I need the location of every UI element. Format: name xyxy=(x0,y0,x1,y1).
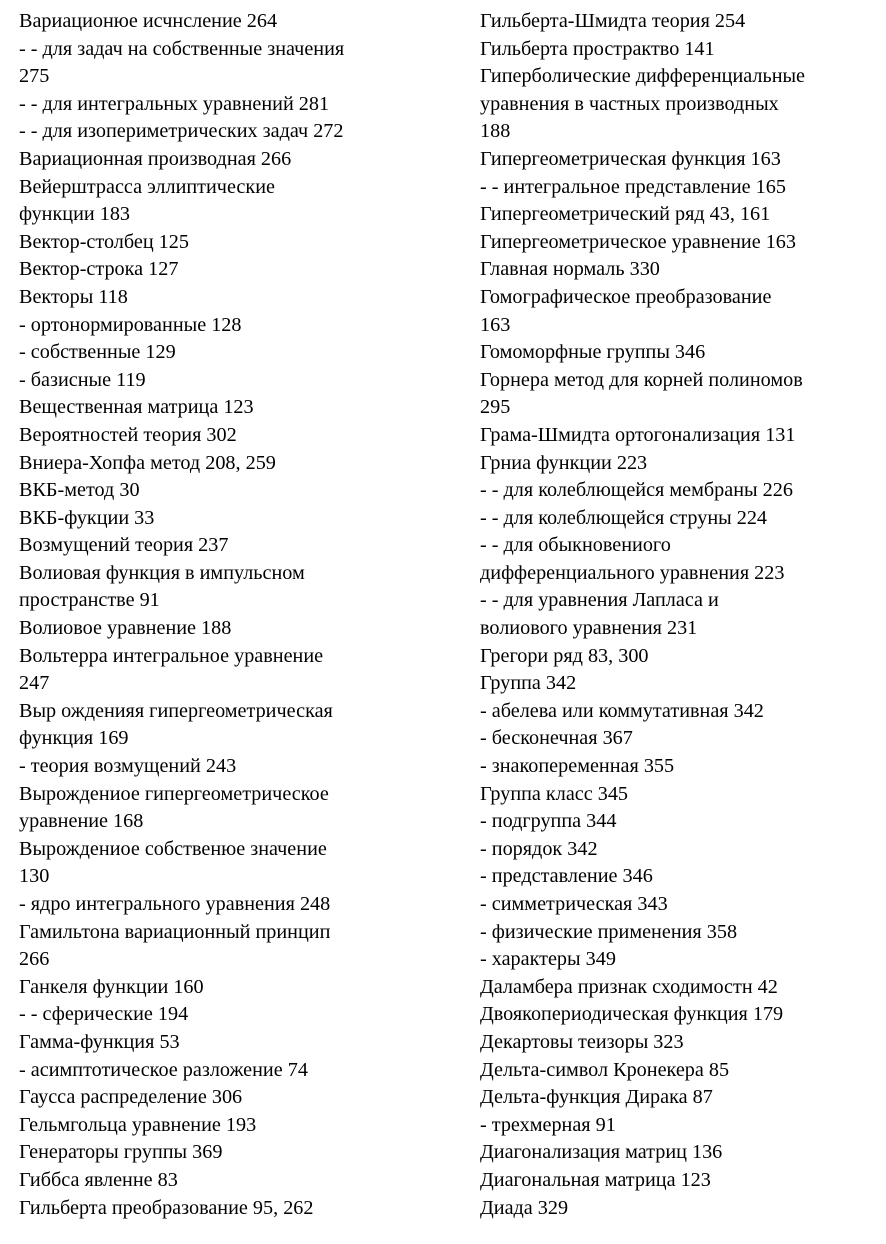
index-entry-line: - асимптотическое разложение 74 xyxy=(19,1058,308,1081)
index-entry-line: Гиббса явленне 83 xyxy=(19,1168,178,1191)
index-entry-line: - представление 346 xyxy=(480,865,653,888)
index-entry-line: - - для колеблющейся струны 224 xyxy=(480,506,768,529)
index-entry-line: функции 183 xyxy=(19,203,131,226)
index-entry-line: Диагональная матрица 123 xyxy=(480,1168,711,1191)
index-entry-line: Вектор-столбец 125 xyxy=(19,230,189,253)
index-entry-line: - - сферические 194 xyxy=(19,1003,189,1026)
index-entry-line: - собственные 129 xyxy=(19,341,176,364)
index-entry-line: - порядок 342 xyxy=(480,837,598,860)
index-entry-line: Вектор-строка 127 xyxy=(19,258,179,281)
index-entry-line: Гиперболические дифференциальные xyxy=(480,65,806,88)
index-entry-line: - - для уравнения Лапласа и xyxy=(480,589,719,612)
index-entry-line: Гаусса распределение 306 xyxy=(19,1086,243,1109)
index-entry-line: Вырождениое собственюе значение xyxy=(19,837,327,860)
index-entry-line: 247 xyxy=(19,672,50,695)
index-entry-line: - абелева или коммутативная 342 xyxy=(480,699,764,722)
index-entry-line: Вещественная матрица 123 xyxy=(19,396,254,419)
index-entry-line: 266 xyxy=(19,948,50,971)
index-entry-line: Горнера метод для корней полиномов xyxy=(480,368,803,391)
index-entry-line: 275 xyxy=(19,65,50,88)
index-entry-line: Дельта-функция Дирака 87 xyxy=(480,1086,713,1109)
index-entry-line: - трехмерная 91 xyxy=(480,1113,616,1136)
index-entry-line: Волиовая функция в импульсном xyxy=(19,561,305,584)
index-entry-line: - знакопеременная 355 xyxy=(480,755,675,778)
index-entry-line: Главная нормаль 330 xyxy=(480,258,660,281)
index-entry-line: 295 xyxy=(480,396,511,419)
index-entry-line: ВКБ-метод 30 xyxy=(19,479,140,502)
index-entry-line: Гомографическое преобразование xyxy=(480,285,772,308)
index-entry-line: Группа класс 345 xyxy=(480,782,629,805)
index-entry-line: Гильберта прострактво 141 xyxy=(480,37,715,60)
index-entry-line: Вариационюе исчнсление 264 xyxy=(19,10,278,32)
index-entry-line: Диагонализация матриц 136 xyxy=(480,1141,723,1164)
index-entry-line: волиового уравнения 231 xyxy=(480,617,698,640)
index-entry-line: Диада 329 xyxy=(480,1196,569,1219)
index-entry-line: Вольтерра интегральное уравнение xyxy=(19,644,324,667)
index-entry-line: 130 xyxy=(19,865,50,888)
index-entry-line: Двоякопериодическая функция 179 xyxy=(480,1003,784,1026)
index-entry-line: Вырождениое гипергеометрическое xyxy=(19,782,329,805)
index-entry-line: - ортонормированные 128 xyxy=(19,313,242,336)
index-entry-line: - ядро интегрального уравнения 248 xyxy=(19,893,331,915)
index-entry-line: - физические применения 358 xyxy=(480,920,738,943)
index-entry-line: функция 169 xyxy=(19,727,129,750)
index-entry-line: 188 xyxy=(480,120,511,143)
index-entry-line: Вейерштрасса эллиптические xyxy=(19,175,275,198)
index-entry-line: уравнения в частных производных xyxy=(480,92,779,115)
index-entry-line: - - для колеблющейся мембраны 226 xyxy=(480,479,793,502)
index-entry-line: ВКБ-фукции 33 xyxy=(19,506,155,529)
index-entry-line: Гомоморфные группы 346 xyxy=(480,341,706,364)
index-entry-line: - - для интегральных уравнений 281 xyxy=(19,92,330,115)
index-entry-line: Ганкеля функции 160 xyxy=(19,975,204,998)
index-entry-line: - характеры 349 xyxy=(480,948,616,971)
index-entry-line: Даламбера признак сходимостн 42 xyxy=(480,975,778,998)
index-entry-line: - симметрическая 343 xyxy=(480,893,668,915)
index-entry-line: - - для изопериметрических задач 272 xyxy=(19,120,344,143)
index-entry-line: - - для обыкновениого xyxy=(480,534,671,557)
index-entry-line: Вниера-Хопфа метод 208, 259 xyxy=(19,451,276,474)
index-entry-line: - подгруппа 344 xyxy=(480,810,617,833)
index-entry-line: Гильберта преобразование 95, 262 xyxy=(19,1196,314,1219)
index-entry-line: Выр ожденияя гипергеометрическая xyxy=(19,699,333,722)
index-column-left xyxy=(19,8,459,1222)
index-entry-line: - - интегральное представление 165 xyxy=(480,175,786,198)
index-entry-line: - бесконечная 367 xyxy=(480,727,633,750)
index-entry-line: Грниа функции 223 xyxy=(480,451,648,474)
index-entry-line: Дельта-символ Кронекера 85 xyxy=(480,1058,730,1081)
index-column-right xyxy=(480,8,880,1222)
index-entry-line: Декартовы теизоры 323 xyxy=(480,1030,684,1053)
index-entry-line: Возмущений теория 237 xyxy=(19,534,229,557)
index-entry-line: Группа 342 xyxy=(480,672,577,695)
index-entry-line: Вероятностей теория 302 xyxy=(19,423,237,446)
index-entry-line: 163 xyxy=(480,313,511,336)
index-entry-line: Гипергеометрическая функция 163 xyxy=(480,147,781,170)
index-entry-line: Гипергеометрический ряд 43, 161 xyxy=(480,203,771,226)
index-entry-line: Волиовое уравнение 188 xyxy=(19,617,232,640)
index-entry-line: - базисные 119 xyxy=(19,368,146,391)
index-entry-line: пространстве 91 xyxy=(19,589,160,612)
index-entry-line: Векторы 118 xyxy=(19,285,128,308)
index-entry-line: Грама-Шмидта ортогонализация 131 xyxy=(480,423,796,446)
index-entry-line: Генераторы группы 369 xyxy=(19,1141,223,1164)
index-entry-line: Гипергеометрическое уравнение 163 xyxy=(480,230,796,253)
index-entry-line: уравнение 168 xyxy=(19,810,144,833)
index-entry-line: - - для задач на собственные значения xyxy=(19,37,345,60)
index-entry-line: Грегори ряд 83, 300 xyxy=(480,644,649,667)
index-entry-line: Гельмгольца уравнение 193 xyxy=(19,1113,257,1136)
index-entry-line: Гамма-функция 53 xyxy=(19,1030,180,1053)
index-entry-line: Гамильтона вариационный принцип xyxy=(19,920,331,943)
index-entry-line: дифференциального уравнения 223 xyxy=(480,561,785,584)
index-entry-line: Вариационная производная 266 xyxy=(19,147,292,170)
index-entry-line: Гильберта-Шмидта теория 254 xyxy=(480,10,746,32)
index-entry-line: - теория возмущений 243 xyxy=(19,755,237,778)
